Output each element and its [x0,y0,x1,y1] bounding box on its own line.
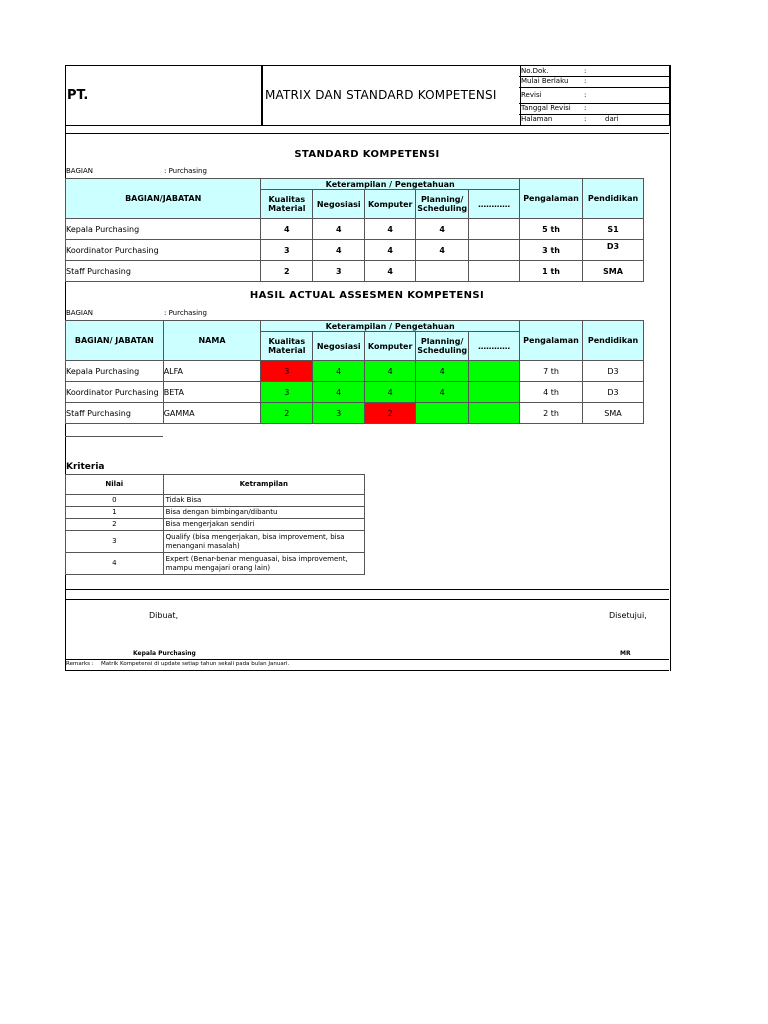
actual-bagian-value: : Purchasing [164,309,207,317]
remarks-text: Matrik Kompetensi di update setiap tahun sekali pada bulan Januari. [101,661,290,667]
doc-field-revisi: Revisi : [519,88,669,104]
col-nama: NAMA [163,321,261,361]
col-group-keterampilan: Keterampilan / Pengetahuan [261,321,520,332]
col-nilai: Nilai [66,475,164,495]
score-meets: 4 [313,361,365,382]
table-row: 0 Tidak Bisa [66,495,365,507]
document-title: MATRIX DAN STANDARD KOMPETENSI [265,88,497,102]
col-skill: Planning/ Scheduling [416,190,469,219]
actual-section-title: HASIL ACTUAL ASSESMEN KOMPETENSI [249,290,485,301]
doc-field-mulai-berlaku: Mulai Berlaku : [519,77,669,88]
dibuat-signatory: Kepala Purchasing [133,650,196,657]
score-meets [416,403,469,424]
score-meets: 3 [313,403,365,424]
score-meets [469,382,520,403]
table-row: 2 Bisa mengerjakan sendiri [66,519,365,531]
col-pendidikan: Pendidikan [583,179,644,219]
score-below: 2 [365,403,416,424]
doc-field-tanggal-revisi: Tanggal Revisi : [519,104,669,115]
title-cell [261,65,521,126]
score-meets [469,361,520,382]
standard-section-title: STANDARD KOMPETENSI [294,149,440,160]
standard-bagian-value: : Purchasing [164,167,207,175]
remarks-label: Remarks : [66,661,94,667]
standard-bagian-label: BAGIAN [66,167,93,175]
col-pengalaman: Pengalaman [520,321,583,361]
table-row: Koordinator Purchasing BETA 3 4 4 4 4 th D3 [66,382,644,403]
dibuat-label: Dibuat, [149,611,179,620]
col-ketrampilan: Ketrampilan [163,475,364,495]
divider [65,599,669,600]
col-skill: Komputer [365,190,416,219]
company-cell [65,65,263,126]
table-row: Koordinator Purchasing 3 4 4 4 3 th D3 [66,240,644,261]
col-bagian-jabatan: BAGIAN/JABATAN [66,179,261,219]
table-row: 1 Bisa dengan bimbingan/dibantu [66,507,365,519]
score-meets: 4 [313,382,365,403]
col-skill: Kualitas Material [261,190,313,219]
doc-field-halaman: Halaman : dari [521,115,619,123]
company-name: PT. [67,88,89,103]
divider [65,670,669,671]
score-meets [469,403,520,424]
disetujui-label: Disetujui, [609,611,647,620]
col-pengalaman: Pengalaman [520,179,583,219]
table-row: Staff Purchasing 2 3 4 1 th SMA [66,261,644,282]
col-skill: Planning/ Scheduling [416,332,469,361]
col-skill: ………… [469,332,520,361]
kriteria-table [65,474,365,575]
col-skill: Negosiasi [313,332,365,361]
divider [65,436,163,437]
col-skill: Komputer [365,332,416,361]
score-below: 3 [261,361,313,382]
score-meets: 2 [261,403,313,424]
standard-table [65,178,644,282]
score-meets: 3 [261,382,313,403]
table-row: 4 Expert (Benar-benar menguasai, bisa improvement, mampu mengajari orang lain) [66,553,365,575]
table-row: Staff Purchasing GAMMA 2 3 2 2 th SMA [66,403,644,424]
kriteria-title: Kriteria [66,462,105,472]
col-bagian-jabatan: BAGIAN/ JABATAN [66,321,164,361]
col-skill: Negosiasi [313,190,365,219]
divider [65,659,669,660]
col-skill: ………… [469,190,520,219]
doc-info-block [519,65,670,126]
col-skill: Kualitas Material [261,332,313,361]
divider [65,589,669,590]
disetujui-signatory: MR [620,650,631,657]
doc-field-no-dok: No.Dok. : [519,66,669,77]
table-row: 3 Qualify (bisa mengerjakan, bisa improvement, bisa menangani masalah) [66,531,365,553]
table-row: Kepala Purchasing ALFA 3 4 4 4 7 th D3 [66,361,644,382]
score-meets: 4 [365,382,416,403]
score-meets: 4 [365,361,416,382]
actual-table [65,320,644,424]
table-row: Kepala Purchasing 4 4 4 4 5 th S1 [66,219,644,240]
actual-bagian-label: BAGIAN [66,309,93,317]
score-meets: 4 [416,382,469,403]
divider [65,133,669,134]
score-meets: 4 [416,361,469,382]
col-pendidikan: Pendidikan [583,321,644,361]
col-group-keterampilan: Keterampilan / Pengetahuan [261,179,520,190]
